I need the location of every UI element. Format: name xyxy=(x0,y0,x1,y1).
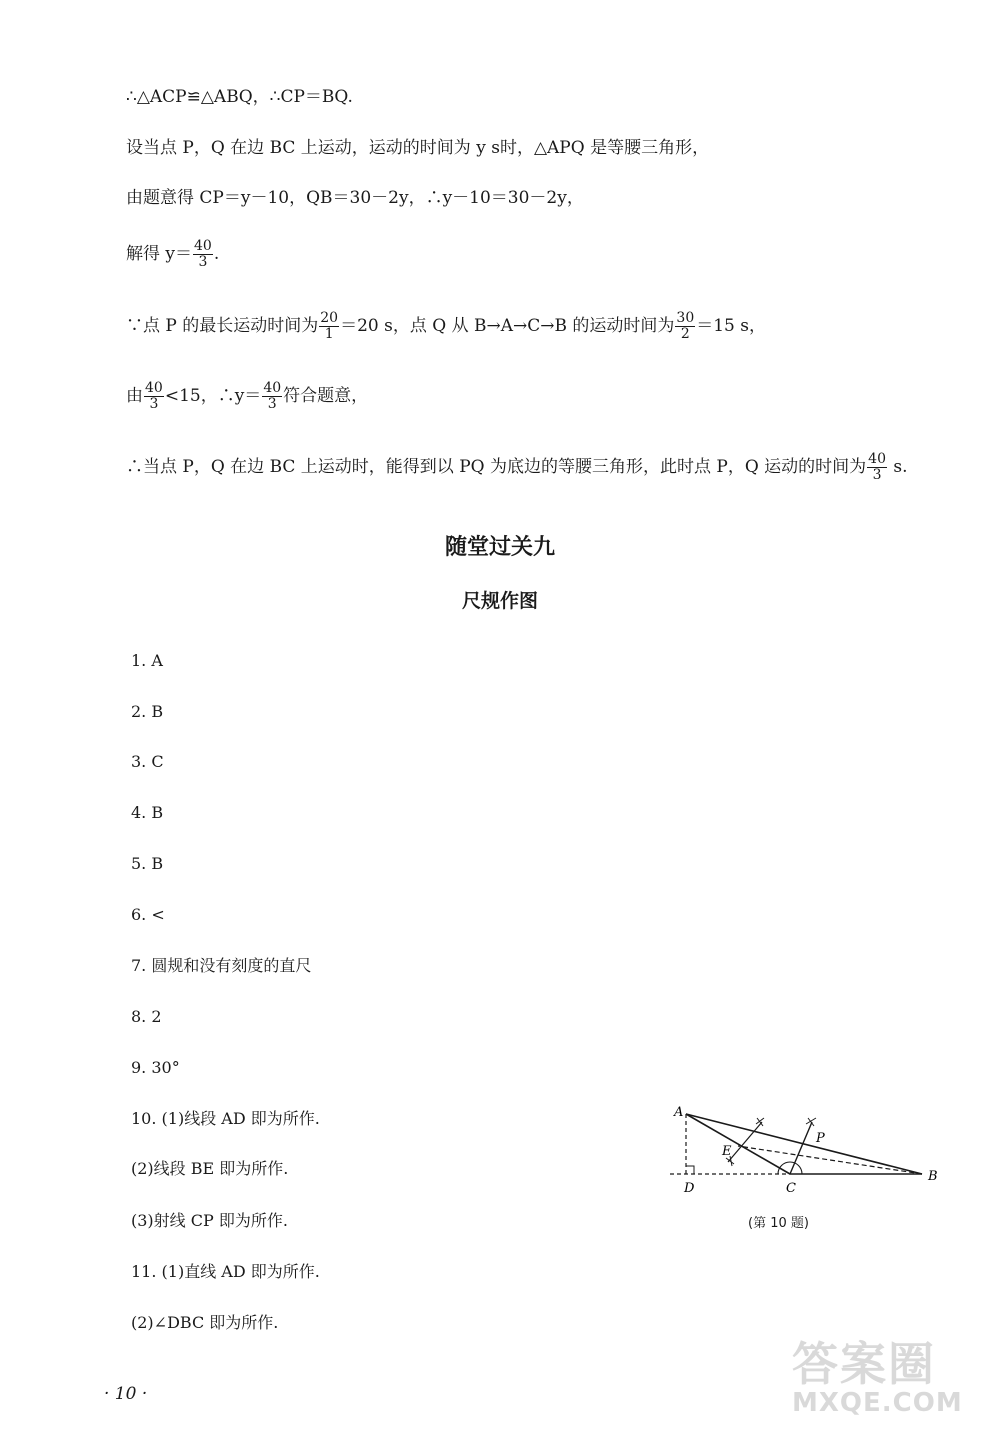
numerator: 40 xyxy=(868,451,886,467)
proof-line-6 xyxy=(126,381,368,412)
fraction xyxy=(262,381,282,412)
proof-line-4 xyxy=(126,239,219,270)
watermark-text: 答案圈 xyxy=(792,1337,936,1391)
proof-line-1: ∴△ACP≌△ABQ，∴CP＝BQ. xyxy=(126,87,353,107)
numerator: 40 xyxy=(194,238,212,254)
ray-cp xyxy=(790,1122,812,1174)
proof-line-7 xyxy=(126,452,908,483)
geometry-figure xyxy=(660,1100,950,1200)
label-d: D xyxy=(684,1181,695,1196)
right-angle-mark xyxy=(686,1166,694,1174)
section-subtitle: 尺规作图 xyxy=(461,590,538,612)
answer-item: (3)射线 CP 即为所作. xyxy=(131,1211,288,1230)
denominator: 2 xyxy=(680,326,690,342)
answer-item: 10. (1)线段 AD 即为所作. xyxy=(131,1109,320,1128)
fraction xyxy=(319,311,339,342)
proof-line-2: 设当点 P，Q 在边 BC 上运动，运动的时间为 y s时，△APQ 是等腰三角形， xyxy=(126,138,710,158)
text-segment: ∵点 P 的最长运动时间为 xyxy=(126,316,319,336)
text-segment: <15，∴y＝ xyxy=(164,386,262,406)
fraction xyxy=(144,381,164,412)
answer-item: (2)线段 BE 即为所作. xyxy=(131,1159,289,1178)
answer-item: 11. (1)直线 AD 即为所作. xyxy=(131,1262,320,1281)
numerator: 30 xyxy=(676,310,695,326)
answer-item: 2. B xyxy=(131,702,164,721)
label-p: P xyxy=(816,1131,825,1146)
answer-item: 8. 2 xyxy=(131,1007,162,1026)
denominator: 1 xyxy=(324,326,334,342)
answer-item: 1. A xyxy=(131,651,163,670)
fraction xyxy=(675,311,695,342)
label-a: A xyxy=(674,1105,684,1120)
answer-item: 4. B xyxy=(131,803,164,822)
watermark-logo xyxy=(792,1328,963,1418)
denominator: 3 xyxy=(198,254,208,270)
text-segment: ∴当点 P，Q 在边 BC 上运动时，能得到以 PQ 为底边的等腰三角形，此时点 P，Q 运动的时间为 xyxy=(126,457,867,477)
section-title: 随堂过关九 xyxy=(444,535,555,560)
proof-line-5 xyxy=(126,311,766,342)
answer-item: 9. 30° xyxy=(131,1058,180,1077)
numerator: 40 xyxy=(263,380,282,396)
denominator: 3 xyxy=(149,396,159,412)
fraction xyxy=(867,452,887,483)
figure-caption: (第 10 题) xyxy=(748,1216,809,1231)
label-e: E xyxy=(722,1144,732,1159)
arc-c xyxy=(778,1162,802,1174)
side-ac xyxy=(686,1114,790,1174)
numerator: 20 xyxy=(320,310,339,326)
text-segment: 符合题意， xyxy=(283,386,369,406)
answer-item: 7. 圆规和没有刻度的直尺 xyxy=(131,956,312,975)
text-segment: s. xyxy=(888,457,908,477)
watermark-url: MXQE.COM xyxy=(792,1388,963,1418)
text-segment: 由 xyxy=(126,386,143,406)
denominator: 3 xyxy=(267,396,277,412)
answer-item: 3. C xyxy=(131,752,164,771)
fraction xyxy=(193,239,213,270)
text-segment: ＝20 s，点 Q 从 B→A→C→B 的运动时间为 xyxy=(340,316,675,336)
label-c: C xyxy=(786,1181,796,1196)
answer-item: (2)∠DBC 即为所作. xyxy=(131,1313,279,1332)
answer-item: 5. B xyxy=(131,854,164,873)
label-b: B xyxy=(928,1169,938,1184)
figure-svg xyxy=(660,1100,950,1200)
answer-item: 6. < xyxy=(131,905,165,924)
numerator: 40 xyxy=(145,380,163,396)
page-number: · 10 · xyxy=(104,1384,148,1404)
text-segment: ＝15 s， xyxy=(696,316,766,336)
text-segment: 解得 y＝ xyxy=(126,244,193,264)
text-segment: . xyxy=(213,244,220,264)
denominator: 3 xyxy=(872,467,882,483)
proof-line-3: 由题意得 CP＝y－10，QB＝30－2y，∴y－10＝30－2y， xyxy=(126,188,584,208)
